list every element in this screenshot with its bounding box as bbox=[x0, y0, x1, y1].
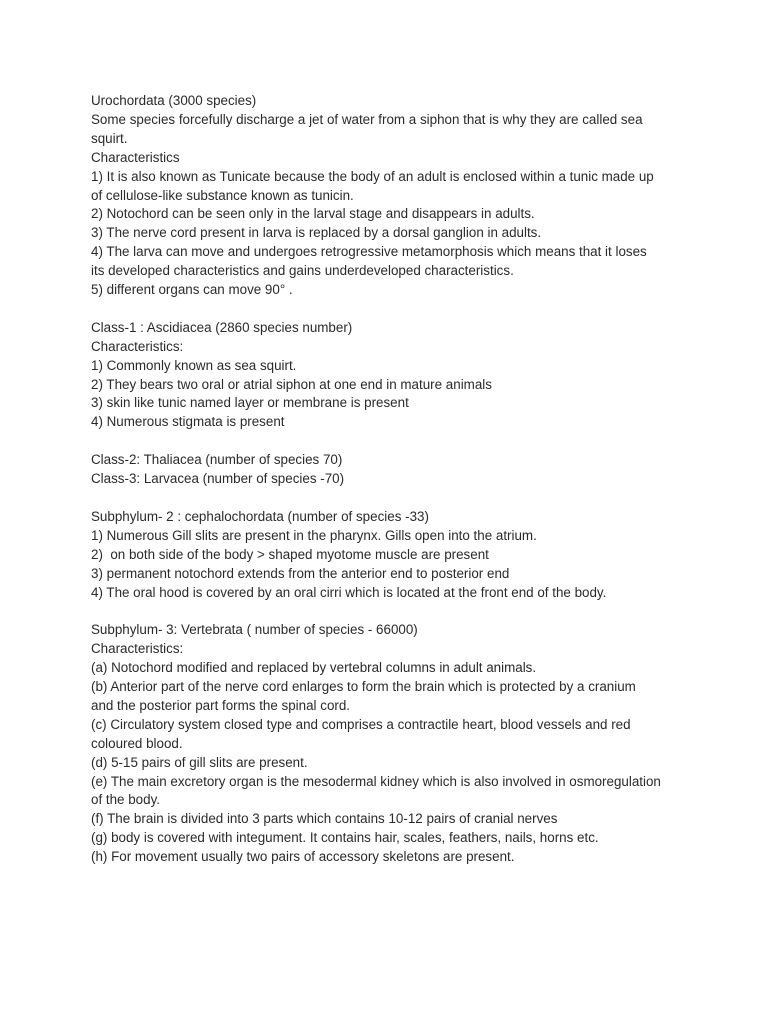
subphylum3-point-b-line-1: (b) Anterior part of the nerve cord enlarges to form the brain which is protected by a cranium bbox=[91, 679, 636, 695]
class1-point-1: 1) Commonly known as sea squirt. bbox=[91, 357, 297, 373]
subphylum3-point-e-line-1: (e) The main excretory organ is the mesodermal kidney which is also involved in osmoregulation bbox=[91, 773, 661, 789]
class2-heading: Class-2: Thaliacea (number of species 70) bbox=[91, 452, 343, 468]
paragraph-gap bbox=[91, 432, 691, 451]
class1-point-3: 3) skin like tunic named layer or membrane is present bbox=[91, 395, 409, 411]
document-body bbox=[91, 92, 691, 867]
paragraph-gap bbox=[91, 300, 691, 319]
class1-heading: Class-1 : Ascidiacea (2860 species number) bbox=[91, 319, 353, 335]
urochordata-point-3: 3) The nerve cord present in larva is replaced by a dorsal ganglion in adults. bbox=[91, 225, 542, 241]
subphylum2-point-1: 1) Numerous Gill slits are present in the pharynx. Gills open into the atrium. bbox=[91, 527, 537, 543]
subphylum2-point-3: 3) permanent notochord extends from the anterior end to posterior end bbox=[91, 565, 510, 581]
urochordata-characteristics-heading: Characteristics bbox=[91, 149, 180, 165]
urochordata-point-1-line-2: of cellulose-like substance known as tunicin. bbox=[91, 187, 354, 203]
urochordata-intro-line-2: squirt. bbox=[91, 130, 128, 146]
urochordata-heading: Urochordata (3000 species) bbox=[91, 93, 257, 108]
urochordata-point-4-line-2: its developed characteristics and gains underdeveloped characteristics. bbox=[91, 263, 514, 279]
class3-heading: Class-3: Larvacea (number of species -70) bbox=[91, 471, 345, 487]
subphylum3-point-c-line-1: (c) Circulatory system closed type and comprises a contractile heart, blood vessels and red bbox=[91, 716, 631, 732]
subphylum3-point-b-line-2: and the posterior part forms the spinal cord. bbox=[91, 697, 351, 713]
urochordata-intro-line-1: Some species forcefully discharge a jet of water from a siphon that is why they are called sea bbox=[91, 111, 643, 127]
subphylum3-point-c-line-2: coloured blood. bbox=[91, 735, 183, 751]
urochordata-point-1-line-1: 1) It is also known as Tunicate because the body of an adult is enclosed within a tunic made up bbox=[91, 168, 654, 184]
subphylum3-point-f: (f) The brain is divided into 3 parts which contains 10-12 pairs of cranial nerves bbox=[91, 811, 558, 827]
subphylum3-point-a: (a) Notochord modified and replaced by vertebral columns in adult animals. bbox=[91, 660, 537, 676]
subphylum2-heading: Subphylum- 2 : cephalochordata (number of species -33) bbox=[91, 508, 429, 524]
class1-point-4: 4) Numerous stigmata is present bbox=[91, 414, 285, 430]
paragraph-gap bbox=[91, 489, 691, 508]
subphylum3-point-g: (g) body is covered with integument. It contains hair, scales, feathers, nails, horns etc. bbox=[91, 830, 599, 846]
subphylum3-point-d: (d) 5-15 pairs of gill slits are present. bbox=[91, 754, 308, 770]
urochordata-point-2: 2) Notochord can be seen only in the larval stage and disappears in adults. bbox=[91, 206, 535, 222]
subphylum2-point-2: 2) on both side of the body > shaped myotome muscle are present bbox=[91, 546, 489, 562]
urochordata-point-4-line-1: 4) The larva can move and undergoes retrogressive metamorphosis which means that it loses bbox=[91, 244, 647, 260]
subphylum3-point-h: (h) For movement usually two pairs of accessory skeletons are present. bbox=[91, 849, 515, 865]
subphylum2-point-4: 4) The oral hood is covered by an oral cirri which is located at the front end of the body. bbox=[91, 584, 607, 600]
class1-point-2: 2) They bears two oral or atrial siphon at one end in mature animals bbox=[91, 376, 492, 392]
class1-characteristics-heading: Characteristics: bbox=[91, 338, 184, 354]
subphylum3-point-e-line-2: of the body. bbox=[91, 792, 160, 808]
subphylum3-characteristics-heading: Characteristics: bbox=[91, 641, 184, 657]
urochordata-point-5: 5) different organs can move 90° . bbox=[91, 282, 293, 298]
subphylum3-heading: Subphylum- 3: Vertebrata ( number of species - 66000) bbox=[91, 622, 418, 638]
paragraph-gap bbox=[91, 602, 691, 621]
